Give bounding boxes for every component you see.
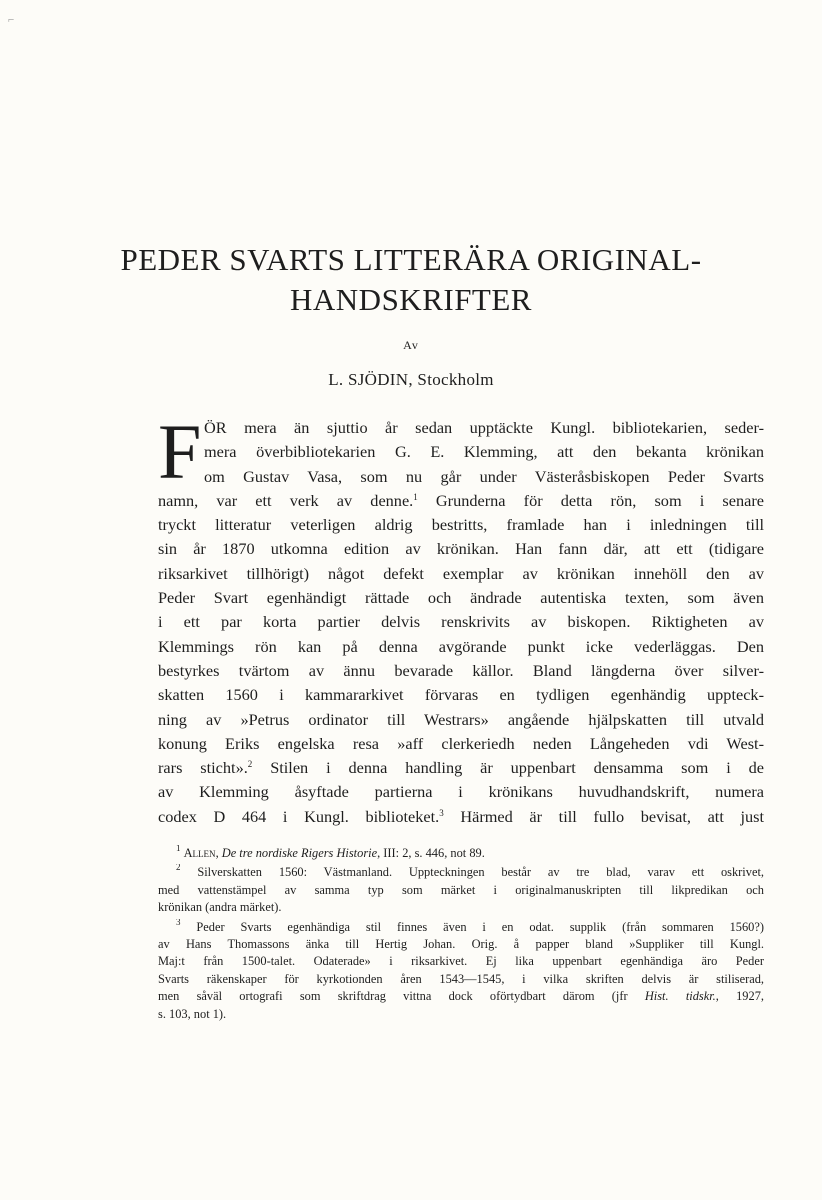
footnote-1-rest: , III: 2, s. 446, not 89. [377,846,485,860]
body-text [158,408,764,829]
footnote-3-line-5-pre: men såväl ortografi som skriftdrag vittna dock oförtydbart därom (jfr [158,989,645,1004]
body-line-text: Peder Svart egenhändigt rättade och ändrade autentiska texten, som även [158,588,764,608]
footnote-3-line-3: Maj:t från 1500-talet. Odaterade» i riksarkivet. Ej lika uppenbart egenhändiga äro Peder [158,954,764,969]
body-line-text: i ett par korta partier delvis renskrivits av biskopen. Riktigheten av [158,612,764,632]
footnote-3-line-4: Svarts räkenskaper för kyrkotionden åren 1543—1545, i vilka skriften delvis är stiliserad, [158,971,764,986]
footnote-ref: 2 [247,759,253,770]
body-line [158,756,764,780]
body-line [158,780,764,804]
body-line [158,805,764,829]
footnote-1 [158,845,764,862]
footnotes [158,845,764,1025]
byline-av: Av [403,338,419,352]
body-line-text: ning av »Petrus ordinator till Westrars» angående hjälpskatten till utvald [158,709,764,729]
body-line-text: Klemmings rön kan på denna avgörande punkt icke vederläggas. Den [158,636,764,656]
footnote-2-text-1: Silverskatten 1560: Västmanland. Uppteckningen består av tre blad, varav ett oskrivet, [197,865,764,880]
title-line-2: HANDSKRIFTER [290,282,532,317]
body-line-text: om Gustav Vasa, som nu går under Västeråsbiskopen Peder Svarts [204,466,764,486]
body-line-text: namn, var ett verk av denne. [158,490,414,510]
footnote-3-line-5 [158,988,764,1005]
footnote-1-number: 1 [176,845,181,853]
footnote-3-line-5-post: , 1927, [715,989,764,1004]
footnote-2-number: 2 [176,864,181,873]
footnote-2-line-2: med vattenstämpel av samma typ som märket i originalmanuskripten till likpredikan och [158,882,764,897]
body-line [158,465,764,489]
body-line-text: konung Eriks engelska resa »aff clerkeriedh neden Långeheden vdi West- [158,733,764,753]
body-line [158,416,764,440]
body-line-text: skatten 1560 i kammararkivet förvaras en tydligen egenhändig uppteck- [158,685,764,705]
footnote-2-line-3: krönikan (andra märket). [158,900,282,915]
body-line-text: codex D 464 i Kungl. biblioteket. [158,806,440,826]
body-line-text-cont: Härmed är till fullo bevisat, att just [443,806,764,826]
body-line [158,732,764,756]
body-line-text: mera överbibliotekarien G. E. Klemming, att den bekanta krönikan [204,442,764,462]
body-line-text: tryckt litteratur veterligen aldrig bestritts, framlade han i inledningen till [158,515,764,535]
body-line-text: rars sticht». [158,758,248,778]
body-line [158,635,764,659]
body-line [158,586,764,610]
footnote-3-line-2: av Hans Thomassons änka till Hertig Johan. Orig. å papper bland »Suppliker till Kungl. [158,936,764,951]
body-line [158,537,764,561]
body-line-text: av Klemming åsyftade partierna i krönikans huvudhandskrift, numera [158,782,764,802]
footnote-ref: 3 [439,807,444,818]
body-line [158,440,764,464]
body-line-text: bestyrkes tvärtom av ännu bevarade källor. Bland längderna över silver- [158,660,764,680]
body-line-text-cont: Stilen i denna handling är uppenbart densamma som i de [252,758,764,778]
footnote-3-journal: Hist. tidskr. [644,989,716,1004]
footnote-3-line-6: s. 103, not 1). [158,1006,227,1021]
body-line-text: sin år 1870 utkomna edition av krönikan. Han fann där, att ett (tidigare [158,539,764,559]
footnote-1-author: Allen [183,846,216,860]
footnote-1-line [158,845,764,862]
footnote-2 [158,864,764,916]
footnote-1-title: De tre nordiske Rigers Historie [221,846,378,860]
body-line [158,562,764,586]
body-line-text: ÖR mera än sjuttio år sedan upptäckte Kungl. bibliotekarien, seder- [204,418,764,437]
drop-cap: F [158,408,202,495]
footnote-2-line-1 [158,864,764,881]
body-line [158,683,764,707]
byline-author: L. SJÖDIN, Stockholm [328,370,494,389]
footnote-1-separator: , [215,846,222,860]
body-line-text-cont: Grunderna för detta rön, som i senare [417,490,764,510]
footnote-3-line-1 [158,919,764,936]
body-line [158,610,764,634]
body-line [158,513,764,537]
title-line-1: PEDER SVARTS LITTERÄRA ORIGINAL- [120,242,702,277]
footnote-ref: 1 [413,491,418,502]
footnote-3 [158,919,764,1023]
body-line-text: riksarkivet tillhörigt) något defekt exemplar av krönikan innehöll den av [158,563,764,583]
body-line [158,659,764,683]
body-line [158,708,764,732]
footnote-3-text-1: Peder Svarts egenhändiga stil finnes även i en odat. supplik (från sommaren 1560?) [196,919,764,934]
body-line [158,489,764,513]
corner-mark: ⌐ [8,14,15,26]
article-title [100,240,722,320]
footnote-3-number: 3 [176,918,181,927]
